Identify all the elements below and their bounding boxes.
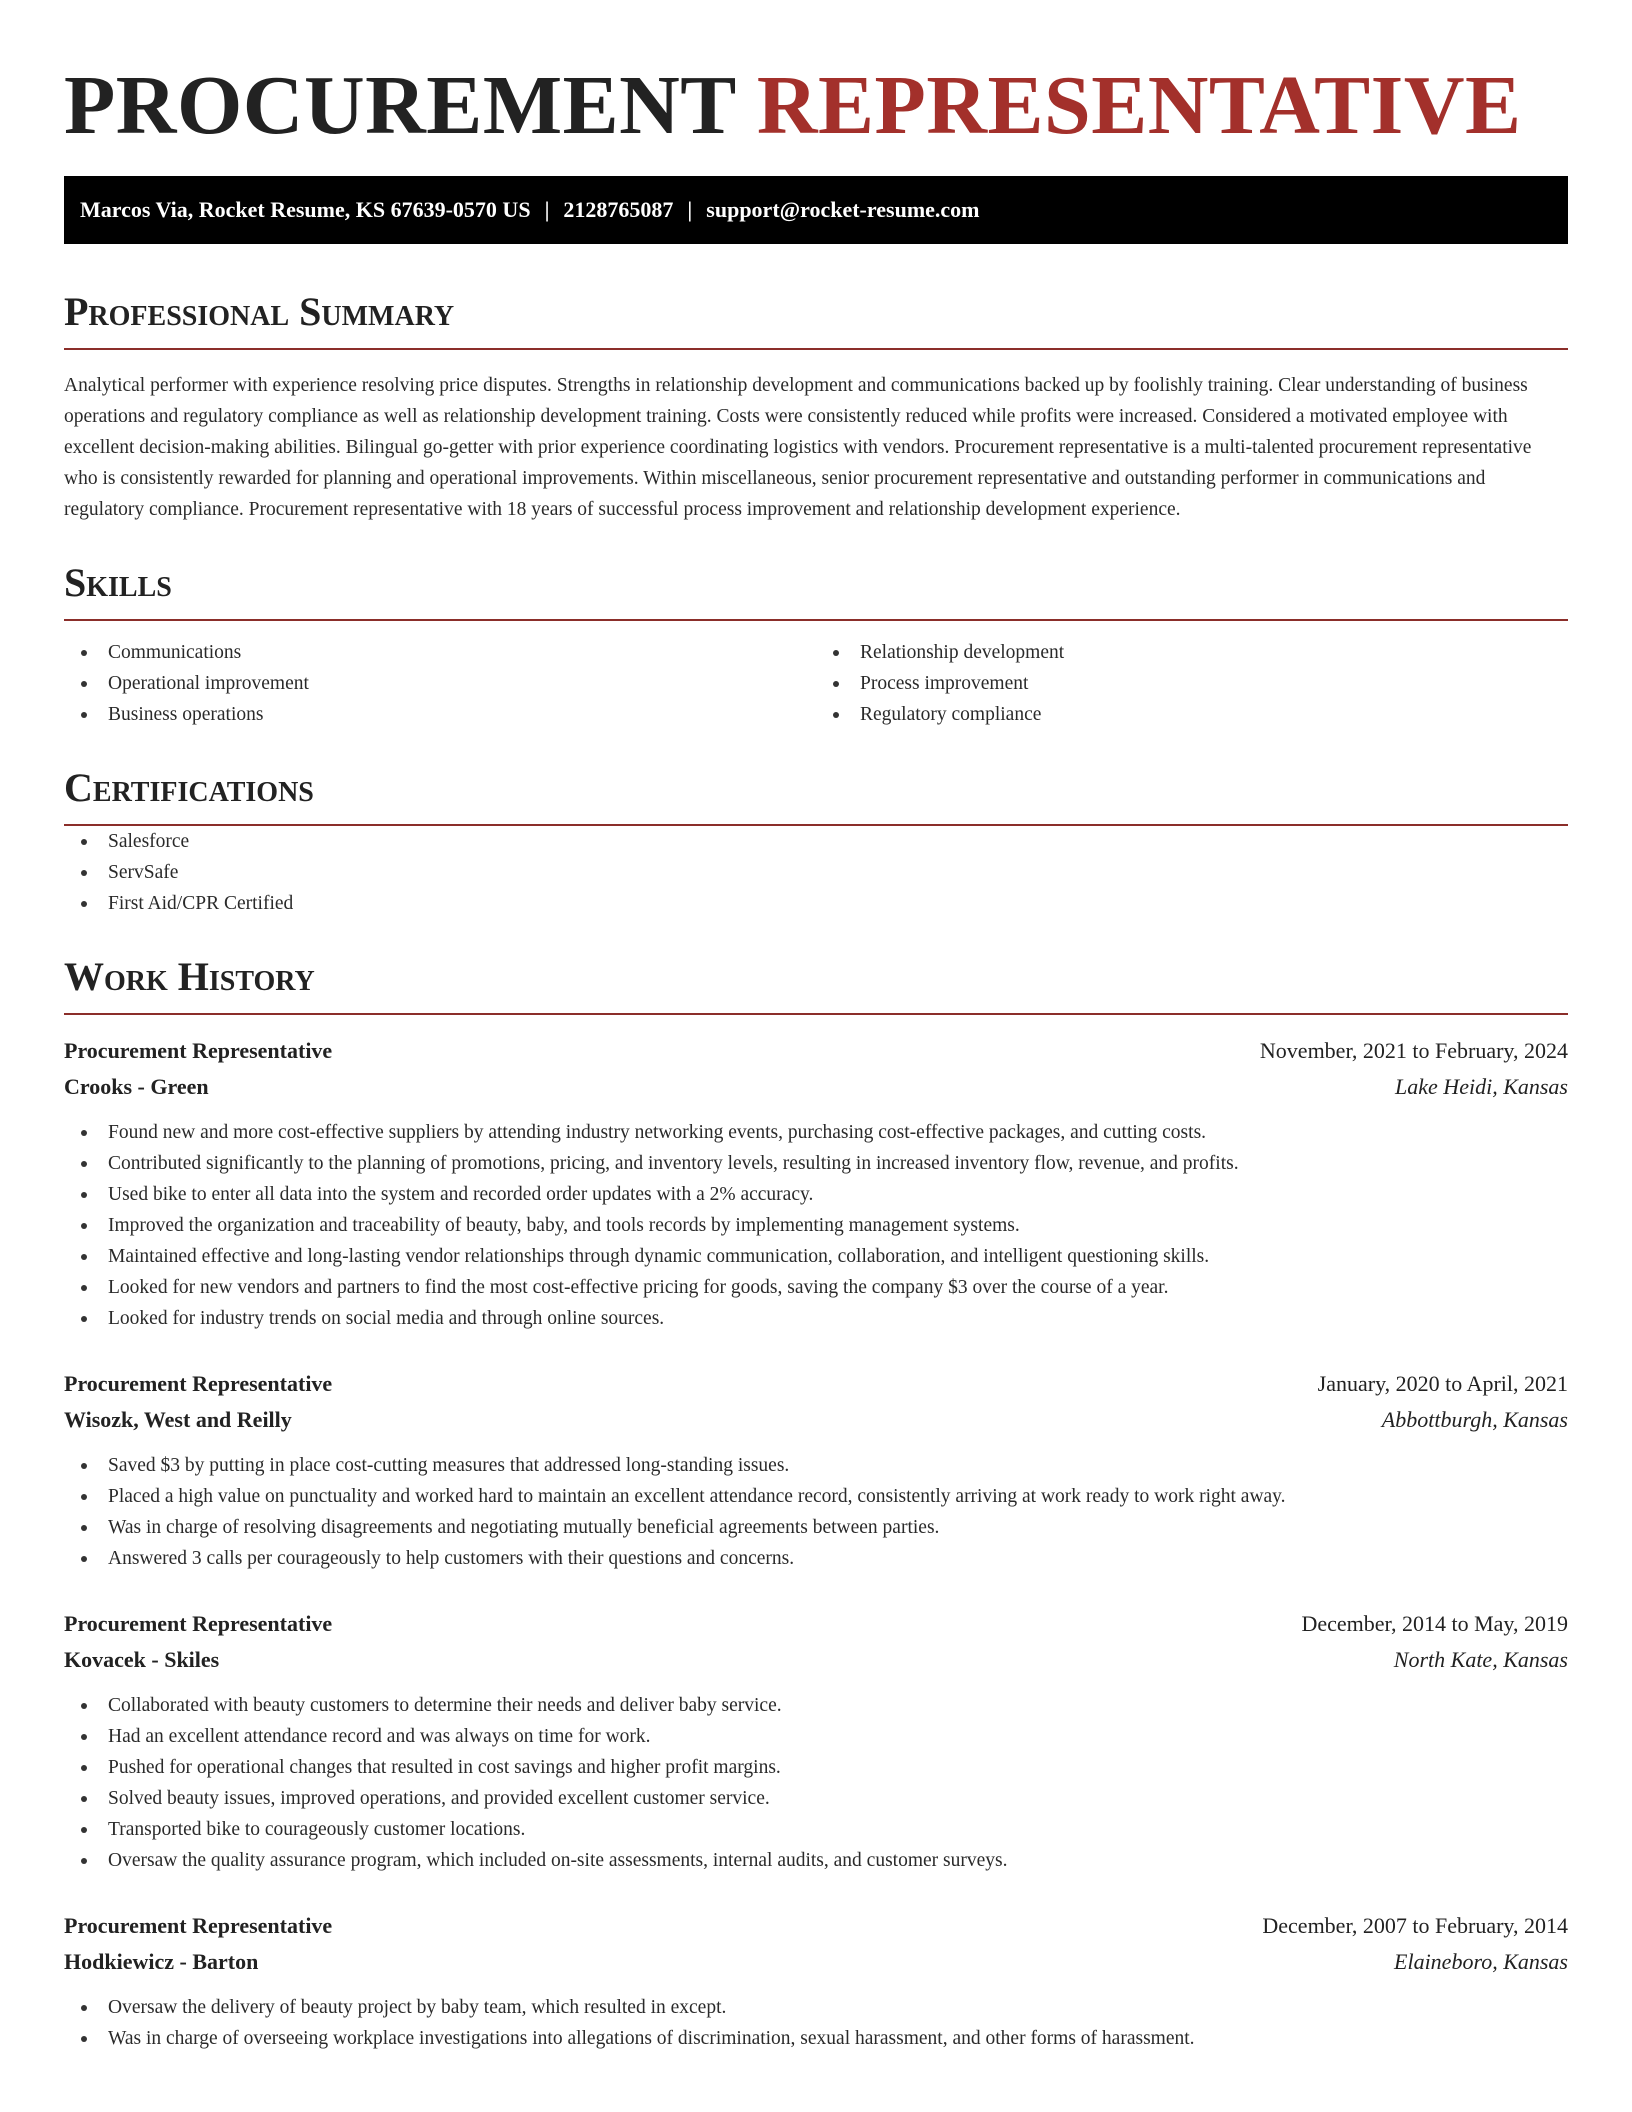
certification-item: First Aid/CPR Certified	[64, 888, 1568, 919]
job-location: North Kate, Kansas	[1393, 1647, 1568, 1672]
job-company: Kovacek - Skiles	[64, 1647, 220, 1672]
job-bullet: Improved the organization and traceability of beauty, baby, and tools records by implementing management systems.	[64, 1210, 1568, 1241]
skill-item: Operational improvement	[64, 668, 816, 699]
job-bullet: Saved $3 by putting in place cost-cutting measures that addressed long-standing issues.	[64, 1450, 1568, 1481]
skill-item: Relationship development	[816, 637, 1568, 668]
contact-phone: 2128765087	[563, 197, 674, 222]
job-title: Procurement Representative	[64, 1371, 333, 1396]
job-company-row	[64, 1944, 1568, 1980]
summary-section	[64, 290, 1568, 525]
skills-grid	[64, 637, 1568, 730]
job-bullet: Found new and more cost-effective suppliers by attending industry networking events, purchasing cost-effective packages, and cutting costs.	[64, 1117, 1568, 1148]
summary-heading: Professional Summary	[64, 290, 1568, 350]
job-bullet: Looked for new vendors and partners to find the most cost-effective pricing for goods, saving the company $3 over the course of a year.	[64, 1272, 1568, 1303]
job-dates: December, 2014 to May, 2019	[1301, 1611, 1568, 1636]
job-dates: November, 2021 to February, 2024	[1259, 1038, 1568, 1063]
contact-address: Marcos Via, Rocket Resume, KS 67639-0570 US	[80, 197, 531, 222]
skill-item: Communications	[64, 637, 816, 668]
title-part-accent: REPRESENTATIVE	[756, 59, 1522, 152]
contact-separator: |	[544, 197, 550, 222]
skills-heading: Skills	[64, 561, 1568, 621]
job-bullet: Transported bike to courageously customer locations.	[64, 1814, 1568, 1845]
job-bullets	[64, 1690, 1568, 1876]
job-header-row	[64, 1366, 1568, 1402]
skills-column-left	[64, 637, 816, 730]
job-header-row	[64, 1033, 1568, 1069]
job-bullet: Maintained effective and long-lasting vendor relationships through dynamic communication, collaboration, and intelligent questioning skills.	[64, 1241, 1568, 1272]
job-dates: January, 2020 to April, 2021	[1317, 1371, 1568, 1396]
job-location: Lake Heidi, Kansas	[1395, 1074, 1568, 1099]
job-title: Procurement Representative	[64, 1913, 333, 1938]
work-history-section	[64, 955, 1568, 2054]
contact-bar	[64, 176, 1568, 244]
job-bullet: Contributed significantly to the planning of promotions, pricing, and inventory levels, resulting in increased inventory flow, revenue, and profits.	[64, 1148, 1568, 1179]
job-company: Wisozk, West and Reilly	[64, 1407, 292, 1432]
certifications-list	[64, 826, 1568, 919]
job-bullet: Had an excellent attendance record and was always on time for work.	[64, 1721, 1568, 1752]
certification-item: ServSafe	[64, 857, 1568, 888]
job-bullets	[64, 1992, 1568, 2054]
title-part-primary: PROCUREMENT	[64, 59, 736, 152]
certifications-heading: Certifications	[64, 766, 1568, 826]
job-bullet: Was in charge of overseeing workplace investigations into allegations of discrimination, sexual harassment, and other forms of harassment.	[64, 2023, 1568, 2054]
job-company: Crooks - Green	[64, 1074, 209, 1099]
job-bullet: Used bike to enter all data into the system and recorded order updates with a 2% accuracy.	[64, 1179, 1568, 1210]
job-location: Elaineboro, Kansas	[1394, 1949, 1568, 1974]
job-bullet: Solved beauty issues, improved operations, and provided excellent customer service.	[64, 1783, 1568, 1814]
resume-title	[64, 0, 1568, 156]
contact-separator: |	[687, 197, 693, 222]
job-title: Procurement Representative	[64, 1038, 333, 1063]
job-entry	[64, 1033, 1568, 1334]
skill-item: Regulatory compliance	[816, 699, 1568, 730]
contact-email: support@rocket-resume.com	[706, 197, 980, 222]
certification-item: Salesforce	[64, 826, 1568, 857]
job-header-row	[64, 1908, 1568, 1944]
job-entry	[64, 1366, 1568, 1574]
skill-item: Process improvement	[816, 668, 1568, 699]
job-dates: December, 2007 to February, 2014	[1262, 1913, 1568, 1938]
job-bullet: Collaborated with beauty customers to determine their needs and deliver baby service.	[64, 1690, 1568, 1721]
job-bullets	[64, 1450, 1568, 1574]
skill-item: Business operations	[64, 699, 816, 730]
job-header-row	[64, 1606, 1568, 1642]
job-company: Hodkiewicz - Barton	[64, 1949, 259, 1974]
job-company-row	[64, 1069, 1568, 1105]
job-location: Abbottburgh, Kansas	[1381, 1407, 1568, 1432]
job-company-row	[64, 1642, 1568, 1678]
job-bullet: Oversaw the delivery of beauty project by baby team, which resulted in except.	[64, 1992, 1568, 2023]
work-history-heading: Work History	[64, 955, 1568, 1015]
skills-column-right	[816, 637, 1568, 730]
job-entry	[64, 1606, 1568, 1876]
job-entry	[64, 1908, 1568, 2054]
job-title: Procurement Representative	[64, 1611, 333, 1636]
job-bullet: Placed a high value on punctuality and worked hard to maintain an excellent attendance record, consistently arriving at work ready to work right away.	[64, 1481, 1568, 1512]
job-company-row	[64, 1402, 1568, 1438]
job-bullets	[64, 1117, 1568, 1334]
job-bullet: Oversaw the quality assurance program, which included on-site assessments, internal audits, and customer surveys.	[64, 1845, 1568, 1876]
job-bullet: Pushed for operational changes that resulted in cost savings and higher profit margins.	[64, 1752, 1568, 1783]
skills-section	[64, 561, 1568, 730]
certifications-section	[64, 766, 1568, 919]
summary-text: Analytical performer with experience resolving price disputes. Strengths in relationship development and communications backed up by foolishly training. Clear understanding of business operations and regulatory compliance as well as relationship development training. Costs were consistently reduced while profits were increased. Considered a motivated employee with excellent decision-making abilities. Bilingual go-getter with prior experience coordinating logistics with vendors. Procurement representative is a multi-talented procurement representative who is consistently rewarded for planning and operational improvements. Within miscellaneous, senior procurement representative and outstanding performer in communications and regulatory compliance. Procurement representative with 18 years of successful process improvement and relationship development experience.	[64, 375, 1532, 520]
job-bullet: Looked for industry trends on social media and through online sources.	[64, 1303, 1568, 1334]
job-bullet: Was in charge of resolving disagreements and negotiating mutually beneficial agreements between parties.	[64, 1512, 1568, 1543]
job-bullet: Answered 3 calls per courageously to help customers with their questions and concerns.	[64, 1543, 1568, 1574]
